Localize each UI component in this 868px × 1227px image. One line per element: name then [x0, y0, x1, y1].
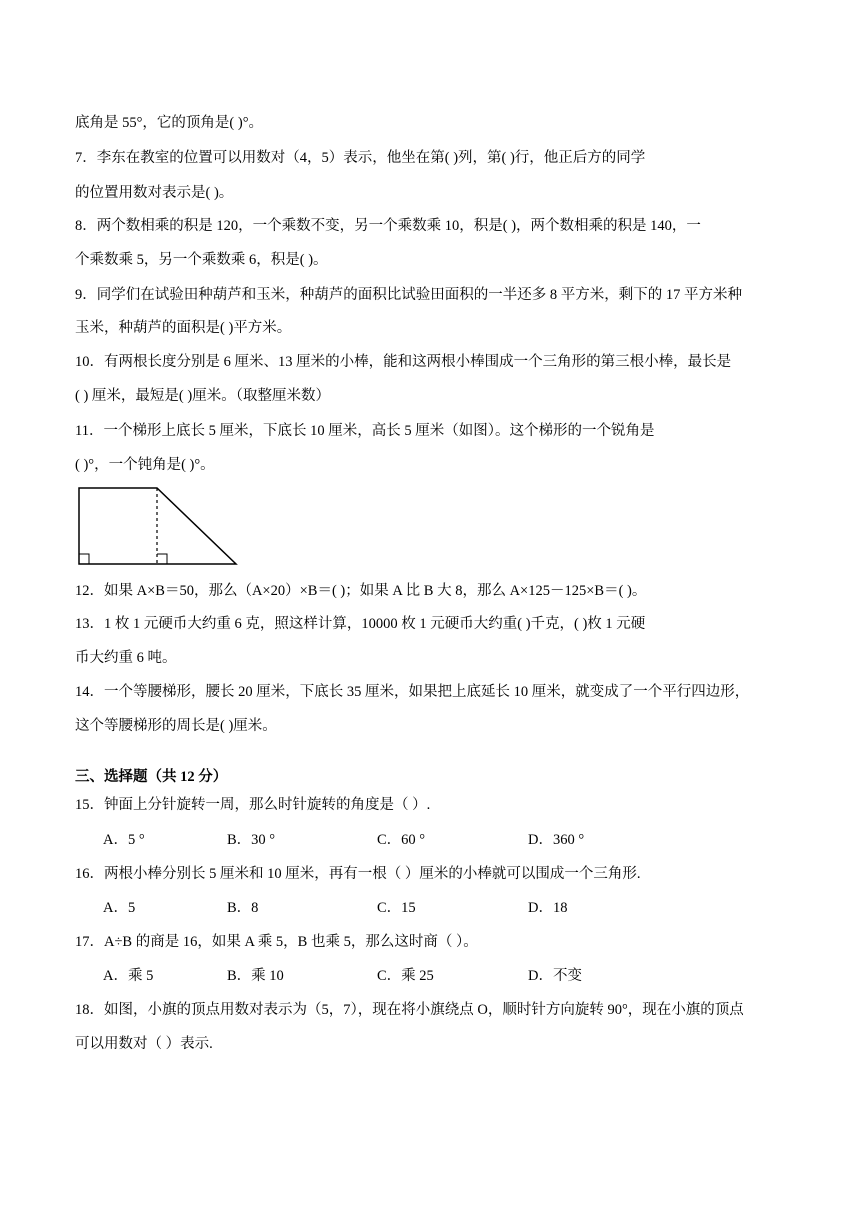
- option-d: D．不变: [528, 968, 582, 984]
- option-c: C．乘 25: [377, 968, 434, 984]
- option-d: D．18: [528, 900, 568, 916]
- question-7-line-1: 7．李东在教室的位置可以用数对（4，5）表示，他坐在第( )列，第( )行，他正后方的同学: [75, 150, 646, 166]
- question-15-stem: 15．钟面上分针旋转一周，那么时针旋转的角度是（ ）.: [75, 797, 431, 813]
- option-b: B．30 °: [227, 832, 276, 848]
- question-17-stem: 17．A÷B 的商是 16，如果 A 乘 5，B 也乘 5，那么这时商（ ）。: [75, 934, 478, 950]
- question-18-line-1: 18．如图，小旗的顶点用数对表示为（5，7），现在将小旗绕点 O，顺时针方向旋转 90°，现在小旗的顶点: [75, 1002, 744, 1018]
- question-13-line-2: 币大约重 6 吨。: [75, 650, 177, 666]
- question-18-line-2: 可以用数对（ ）表示.: [75, 1036, 213, 1052]
- question-8-line-2: 个乘数乘 5，另一个乘数乘 6，积是( )。: [75, 252, 328, 268]
- question-14-line-2: 这个等腰梯形的周长是( )厘米。: [75, 718, 277, 734]
- option-c: C．15: [377, 900, 416, 916]
- option-a: A．乘 5: [103, 968, 154, 984]
- question-10-line-2: ( ) 厘米，最短是( )厘米。（取整厘米数）: [75, 388, 330, 404]
- question-10-line-1: 10．有两根长度分别是 6 厘米、13 厘米的小棒，能和这两根小棒围成一个三角形的第三根小棒，最长是: [75, 354, 732, 370]
- question-13-line-1: 13．1 枚 1 元硬币大约重 6 克，照这样计算，10000 枚 1 元硬币大约重( )千克，( )枚 1 元硬: [75, 616, 646, 632]
- option-b: B．乘 10: [227, 968, 284, 984]
- question-14-line-1: 14．一个等腰梯形，腰长 20 厘米，下底长 35 厘米，如果把上底延长 10 厘米，就变成了一个平行四边形，: [75, 684, 750, 700]
- question-9-line-2: 玉米，种葫芦的面积是( )平方米。: [75, 320, 292, 336]
- section-heading: 三、选择题（共 12 分）: [75, 769, 228, 785]
- question-16-stem: 16．两根小棒分别长 5 厘米和 10 厘米，再有一根（ ）厘米的小棒就可以围成一个三角形.: [75, 866, 641, 882]
- text-line: 底角是 55°，它的顶角是( )°。: [75, 115, 264, 131]
- question-8-line-1: 8．两个数相乘的积是 120，一个乘数不变，另一个乘数乘 10，积是( )，两个数相乘的积是 140，一: [75, 218, 701, 234]
- option-a: A．5: [103, 900, 136, 916]
- option-a: A．5 °: [103, 832, 145, 848]
- question-7-line-2: 的位置用数对表示是( )。: [75, 185, 234, 201]
- question-11-line-2: ( )°，一个钝角是( )°。: [75, 457, 215, 473]
- option-c: C．60 °: [377, 832, 426, 848]
- option-b: B．8: [227, 900, 259, 916]
- question-9-line-1: 9．同学们在试验田种葫芦和玉米，种葫芦的面积比试验田面积的一半还多 8 平方米，剩下的 17 平方米种: [75, 287, 742, 303]
- option-d: D．360 °: [528, 832, 585, 848]
- question-12-line: 12．如果 A×B＝50，那么（A×20）×B＝( )；如果 A 比 B 大 8，那么 A×125－125×B＝( )。: [75, 583, 647, 599]
- question-11-line-1: 11．一个梯形上底长 5 厘米，下底长 10 厘米，高长 5 厘米（如图）。这个梯形的一个锐角是: [75, 423, 655, 439]
- trapezoid-figure: [75, 485, 245, 567]
